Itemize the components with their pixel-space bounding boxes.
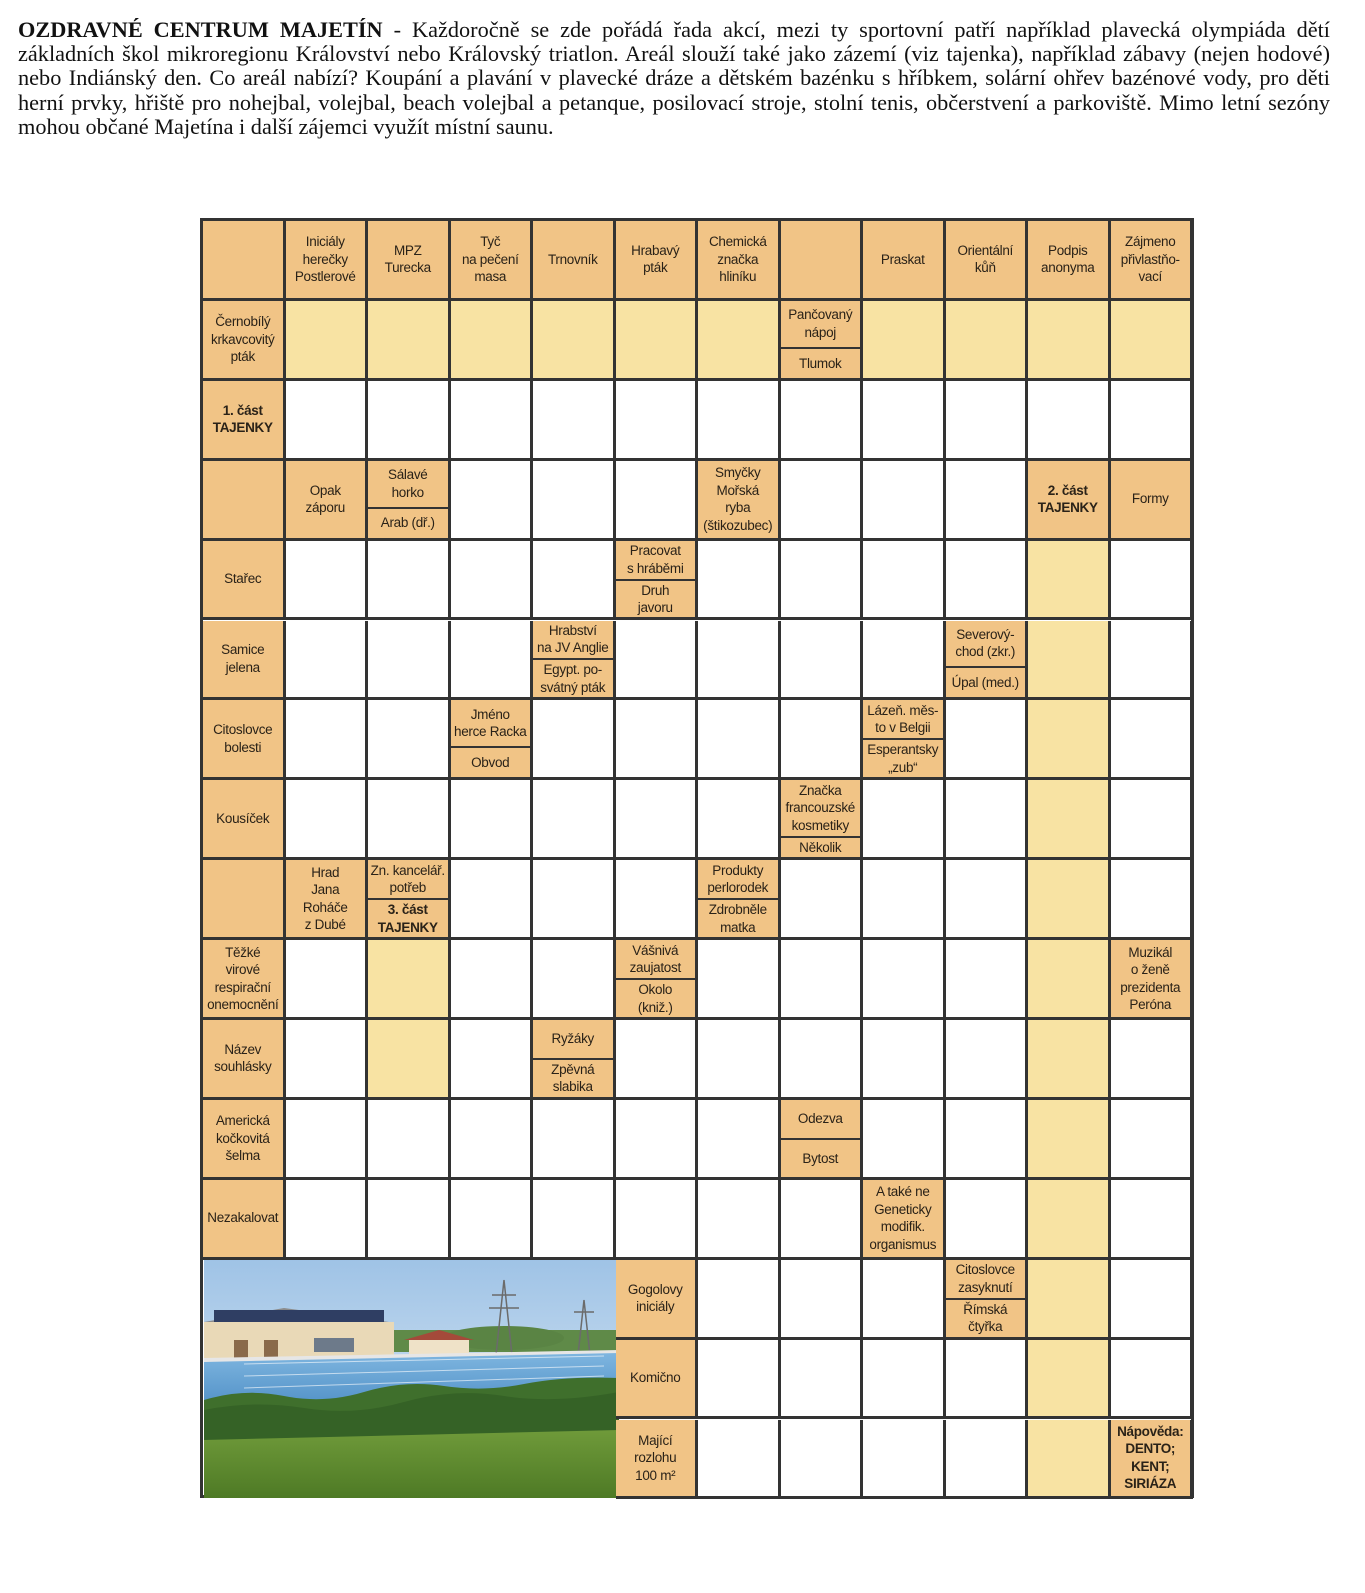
clue-r3-c2-top: Sálavé horko bbox=[368, 461, 451, 509]
answer-cell[interactable] bbox=[781, 700, 864, 780]
secret-answer-cell[interactable] bbox=[368, 1020, 451, 1100]
answer-cell[interactable] bbox=[946, 461, 1029, 541]
answer-cell[interactable] bbox=[781, 1020, 864, 1100]
secret-answer-cell[interactable] bbox=[1028, 1340, 1111, 1420]
clue-r14-c5: Komično bbox=[616, 1340, 699, 1420]
clue-r0-c5: Hrabavý pták bbox=[616, 221, 699, 301]
answer-cell[interactable] bbox=[863, 621, 946, 701]
answer-cell[interactable] bbox=[451, 1100, 534, 1180]
clue-r12-c0: Nezakalovat bbox=[203, 1180, 286, 1260]
clue-r6-c8-bottom: Esperantsky „zub“ bbox=[863, 740, 946, 780]
clue-r4-c0: Stařec bbox=[203, 541, 286, 621]
clue-r0-c9: Orientální kůň bbox=[946, 221, 1029, 301]
answer-cell[interactable] bbox=[533, 461, 616, 541]
clue-r3-c1: Opak záporu bbox=[286, 461, 369, 541]
secret-answer-cell[interactable] bbox=[1028, 700, 1111, 780]
clue-r0-c3: Tyč na pečení masa bbox=[451, 221, 534, 301]
clue-r4-c5-bottom: Druh javoru bbox=[616, 581, 699, 621]
answer-cell[interactable] bbox=[1111, 621, 1194, 701]
secret-answer-cell[interactable] bbox=[1028, 940, 1111, 1020]
answer-cell[interactable] bbox=[863, 860, 946, 940]
clue-r0-c6: Chemická značka hliníku bbox=[698, 221, 781, 301]
answer-cell[interactable] bbox=[781, 1180, 864, 1260]
answer-cell[interactable] bbox=[863, 1420, 946, 1500]
answer-cell[interactable] bbox=[286, 381, 369, 461]
answer-cell[interactable] bbox=[286, 541, 369, 621]
clue-r11-c7-bottom: Bytost bbox=[781, 1140, 864, 1180]
answer-cell[interactable] bbox=[533, 700, 616, 780]
answer-cell[interactable] bbox=[451, 860, 534, 940]
clue-r1-c7-bottom: Tlumok bbox=[781, 349, 864, 381]
clue-r11-c0: Americká kočkovitá šelma bbox=[203, 1100, 286, 1180]
answer-cell[interactable] bbox=[781, 461, 864, 541]
intro-paragraph bbox=[18, 18, 1330, 139]
answer-cell[interactable] bbox=[698, 1180, 781, 1260]
answer-cell[interactable] bbox=[863, 381, 946, 461]
clue-r3-c2-bottom: Arab (dř.) bbox=[368, 509, 451, 541]
answer-cell[interactable] bbox=[451, 780, 534, 860]
answer-cell[interactable] bbox=[286, 780, 369, 860]
answer-cell[interactable] bbox=[533, 1100, 616, 1180]
answer-cell[interactable] bbox=[286, 700, 369, 780]
answer-cell[interactable] bbox=[451, 940, 534, 1020]
answer-cell[interactable] bbox=[781, 1260, 864, 1340]
answer-cell[interactable] bbox=[368, 700, 451, 780]
clue-r10-c4-top: Ryžáky bbox=[533, 1020, 616, 1060]
answer-cell[interactable] bbox=[698, 1420, 781, 1500]
clue-r8-c6-top: Produkty perlorodek bbox=[698, 860, 781, 900]
answer-cell[interactable] bbox=[616, 1100, 699, 1180]
answer-cell[interactable] bbox=[368, 541, 451, 621]
answer-cell[interactable] bbox=[863, 1100, 946, 1180]
answer-cell[interactable] bbox=[286, 1100, 369, 1180]
secret-answer-cell[interactable] bbox=[698, 301, 781, 381]
clue-r1-c7-top: Pančovaný nápoj bbox=[781, 301, 864, 349]
clue-r10-c0: Název souhlásky bbox=[203, 1020, 286, 1100]
clue-r12-c8: A také ne Geneticky modifik. organismus bbox=[863, 1180, 946, 1260]
clue-r5-c9-bottom: Úpal (med.) bbox=[946, 668, 1029, 700]
clue-r9-c5-top: Vášnivá zaujatost bbox=[616, 940, 699, 980]
answer-cell[interactable] bbox=[1111, 860, 1194, 940]
answer-cell[interactable] bbox=[286, 1020, 369, 1100]
answer-cell[interactable] bbox=[1111, 1260, 1194, 1340]
secret-answer-cell[interactable] bbox=[1028, 1100, 1111, 1180]
answer-cell[interactable] bbox=[781, 940, 864, 1020]
answer-cell[interactable] bbox=[946, 541, 1029, 621]
answer-cell[interactable] bbox=[616, 860, 699, 940]
answer-cell[interactable] bbox=[863, 541, 946, 621]
secret-answer-cell[interactable] bbox=[946, 301, 1029, 381]
clue-r8-c6-bottom: Zdrobněle matka bbox=[698, 900, 781, 940]
answer-cell[interactable] bbox=[451, 621, 534, 701]
clue-r11-c7-top: Odezva bbox=[781, 1100, 864, 1140]
secret-answer-cell[interactable] bbox=[1028, 1420, 1111, 1500]
clue-r10-c4-bottom: Zpěvná slabika bbox=[533, 1060, 616, 1100]
secret-answer-cell[interactable] bbox=[1028, 1260, 1111, 1340]
answer-cell[interactable] bbox=[698, 780, 781, 860]
secret-answer-cell[interactable] bbox=[1028, 860, 1111, 940]
blank-clue-cell bbox=[203, 221, 286, 301]
answer-cell[interactable] bbox=[698, 541, 781, 621]
answer-cell[interactable] bbox=[781, 381, 864, 461]
answer-cell[interactable] bbox=[863, 1260, 946, 1340]
answer-cell[interactable] bbox=[1111, 780, 1194, 860]
answer-cell[interactable] bbox=[781, 860, 864, 940]
answer-cell[interactable] bbox=[698, 621, 781, 701]
answer-cell[interactable] bbox=[1111, 1100, 1194, 1180]
clue-r6-c8-top: Lázeň. měs- to v Belgii bbox=[863, 700, 946, 740]
clue-r8-c2-top: Zn. kancelář. potřeb bbox=[368, 860, 451, 900]
answer-cell[interactable] bbox=[451, 461, 534, 541]
answer-cell[interactable] bbox=[616, 1180, 699, 1260]
answer-cell[interactable] bbox=[533, 780, 616, 860]
answer-cell[interactable] bbox=[698, 1020, 781, 1100]
answer-cell[interactable] bbox=[616, 381, 699, 461]
answer-cell[interactable] bbox=[698, 1260, 781, 1340]
clue-r8-c2-bottom: 3. část TAJENKY bbox=[368, 900, 451, 940]
clue-r15-c11: Nápověda: DENTO; KENT; SIRIÁZA bbox=[1111, 1420, 1194, 1500]
answer-cell[interactable] bbox=[1111, 541, 1194, 621]
secret-answer-cell[interactable] bbox=[286, 301, 369, 381]
clue-r3-c6: Smyčky Mořská ryba (štikozubec) bbox=[698, 461, 781, 541]
answer-cell[interactable] bbox=[781, 1420, 864, 1500]
clue-r5-c0: Samice jelena bbox=[203, 621, 286, 701]
answer-cell[interactable] bbox=[698, 700, 781, 780]
answer-cell[interactable] bbox=[1028, 381, 1111, 461]
answer-cell[interactable] bbox=[616, 780, 699, 860]
clue-r7-c0: Kousíček bbox=[203, 780, 286, 860]
answer-cell[interactable] bbox=[863, 1020, 946, 1100]
clue-r13-c5: Gogolovy iniciály bbox=[616, 1260, 699, 1340]
answer-cell[interactable] bbox=[616, 1020, 699, 1100]
answer-cell[interactable] bbox=[781, 541, 864, 621]
answer-cell[interactable] bbox=[286, 621, 369, 701]
clue-r2-c0: 1. část TAJENKY bbox=[203, 381, 286, 461]
secret-answer-cell[interactable] bbox=[1028, 301, 1111, 381]
answer-cell[interactable] bbox=[368, 1180, 451, 1260]
answer-cell[interactable] bbox=[616, 621, 699, 701]
answer-cell[interactable] bbox=[698, 940, 781, 1020]
blank-clue-cell bbox=[203, 860, 286, 940]
clue-r9-c11: Muzikál o ženě prezidenta Peróna bbox=[1111, 940, 1194, 1020]
answer-cell[interactable] bbox=[946, 860, 1029, 940]
secret-answer-cell[interactable] bbox=[533, 301, 616, 381]
clue-r4-c5-top: Pracovat s hráběmi bbox=[616, 541, 699, 581]
answer-cell[interactable] bbox=[863, 1340, 946, 1420]
answer-cell[interactable] bbox=[863, 461, 946, 541]
answer-cell[interactable] bbox=[533, 860, 616, 940]
answer-cell[interactable] bbox=[946, 700, 1029, 780]
secret-answer-cell[interactable] bbox=[368, 301, 451, 381]
clue-r5-c4-top: Hrabství na JV Anglie bbox=[533, 621, 616, 661]
secret-answer-cell[interactable] bbox=[451, 301, 534, 381]
intro-title: OZDRAVNÉ CENTRUM MAJETÍN bbox=[18, 17, 383, 42]
clue-r6-c3-top: Jméno herce Racka bbox=[451, 700, 534, 748]
answer-cell[interactable] bbox=[946, 381, 1029, 461]
answer-cell[interactable] bbox=[616, 700, 699, 780]
clue-r7-c7-top: Značka francouzské kosmetiky bbox=[781, 780, 864, 838]
answer-cell[interactable] bbox=[451, 381, 534, 461]
answer-cell[interactable] bbox=[451, 1020, 534, 1100]
pool-photo-image bbox=[204, 1260, 619, 1498]
answer-cell[interactable] bbox=[863, 940, 946, 1020]
clue-r3-c10: 2. část TAJENKY bbox=[1028, 461, 1111, 541]
answer-cell[interactable] bbox=[781, 621, 864, 701]
answer-cell[interactable] bbox=[698, 1100, 781, 1180]
intro-text: - Každoročně se zde pořádá řada akcí, mezi ty sportovní patří například plavecká olympiáda dětí základních škol mikroregionu Království nebo Královský triatlon. Areál slouží také jako zázemí (viz tajenka), například zábavy (nejen hodové) nebo Indiánský den. Co areál nabízí? Koupání a plavání v plavecké dráze a dětském bazénku s hříbkem, solární ohřev bazénové vody, pro děti herní prvky, hřiště pro nohejbal, volejbal, beach volejbal a petanque, posilovací stroje, stolní tenis, občerstvení a parkoviště. Mimo letní sezóny mohou občané Majetína i další zájemci využít místní saunu. bbox=[18, 17, 1330, 139]
clue-r5-c9-top: Severový- chod (zkr.) bbox=[946, 621, 1029, 669]
clue-r0-c8: Praskat bbox=[863, 221, 946, 301]
clue-r7-c7-bottom: Několik bbox=[781, 838, 864, 860]
clue-r0-c10: Podpis anonyma bbox=[1028, 221, 1111, 301]
clue-r0-c11: Zájmeno přivlastňo- vací bbox=[1111, 221, 1194, 301]
clue-r6-c0: Citoslovce bolesti bbox=[203, 700, 286, 780]
answer-cell[interactable] bbox=[781, 1340, 864, 1420]
answer-cell[interactable] bbox=[533, 541, 616, 621]
answer-cell[interactable] bbox=[946, 940, 1029, 1020]
answer-cell[interactable] bbox=[368, 1100, 451, 1180]
clue-r9-c5-bottom: Okolo (kniž.) bbox=[616, 980, 699, 1020]
answer-cell[interactable] bbox=[368, 621, 451, 701]
answer-cell[interactable] bbox=[451, 541, 534, 621]
clue-r9-c0: Těžké virové respirační onemocnění bbox=[203, 940, 286, 1020]
secret-answer-cell[interactable] bbox=[616, 301, 699, 381]
answer-cell[interactable] bbox=[533, 381, 616, 461]
secret-answer-cell[interactable] bbox=[1028, 780, 1111, 860]
answer-cell[interactable] bbox=[946, 1340, 1029, 1420]
blank-clue-cell bbox=[203, 461, 286, 541]
answer-cell[interactable] bbox=[863, 780, 946, 860]
answer-cell[interactable] bbox=[698, 1340, 781, 1420]
clue-r3-c11: Formy bbox=[1111, 461, 1194, 541]
secret-answer-cell[interactable] bbox=[863, 301, 946, 381]
answer-cell[interactable] bbox=[1111, 381, 1194, 461]
answer-cell[interactable] bbox=[946, 1100, 1029, 1180]
answer-cell[interactable] bbox=[533, 1180, 616, 1260]
clue-r0-c4: Trnovník bbox=[533, 221, 616, 301]
clue-r6-c3-bottom: Obvod bbox=[451, 748, 534, 780]
clue-r5-c4-bottom: Egypt. po- svátný pták bbox=[533, 660, 616, 700]
answer-cell[interactable] bbox=[368, 780, 451, 860]
secret-answer-cell[interactable] bbox=[1028, 1180, 1111, 1260]
answer-cell[interactable] bbox=[616, 461, 699, 541]
clue-r15-c5: Mající rozlohu 100 m² bbox=[616, 1420, 699, 1500]
clue-r8-c1: Hrad Jana Roháče z Dubé bbox=[286, 860, 369, 940]
answer-cell[interactable] bbox=[451, 1180, 534, 1260]
answer-cell[interactable] bbox=[286, 940, 369, 1020]
answer-cell[interactable] bbox=[533, 940, 616, 1020]
answer-cell[interactable] bbox=[946, 1420, 1029, 1500]
answer-cell[interactable] bbox=[698, 381, 781, 461]
answer-cell[interactable] bbox=[946, 1020, 1029, 1100]
secret-answer-cell[interactable] bbox=[1028, 1020, 1111, 1100]
answer-cell[interactable] bbox=[1111, 1020, 1194, 1100]
clue-r13-c9-bottom: Římská čtyřka bbox=[946, 1300, 1029, 1340]
clue-r13-c9-top: Citoslovce zasyknutí bbox=[946, 1260, 1029, 1300]
answer-cell[interactable] bbox=[946, 780, 1029, 860]
secret-answer-cell[interactable] bbox=[368, 940, 451, 1020]
blank-clue-cell bbox=[781, 221, 864, 301]
secret-answer-cell[interactable] bbox=[1028, 541, 1111, 621]
clue-r1-c0: Černobílý krkavcovitý pták bbox=[203, 301, 286, 381]
crossword-grid bbox=[200, 218, 1194, 1498]
clue-r0-c2: MPZ Turecka bbox=[368, 221, 451, 301]
answer-cell[interactable] bbox=[1111, 1340, 1194, 1420]
answer-cell[interactable] bbox=[1111, 1180, 1194, 1260]
answer-cell[interactable] bbox=[286, 1180, 369, 1260]
answer-cell[interactable] bbox=[946, 1180, 1029, 1260]
secret-answer-cell[interactable] bbox=[1111, 301, 1194, 381]
pool-photo bbox=[204, 1260, 619, 1498]
answer-cell[interactable] bbox=[1111, 700, 1194, 780]
answer-cell[interactable] bbox=[368, 381, 451, 461]
clue-r0-c1: Iniciály herečky Postlerové bbox=[286, 221, 369, 301]
secret-answer-cell[interactable] bbox=[1028, 621, 1111, 701]
